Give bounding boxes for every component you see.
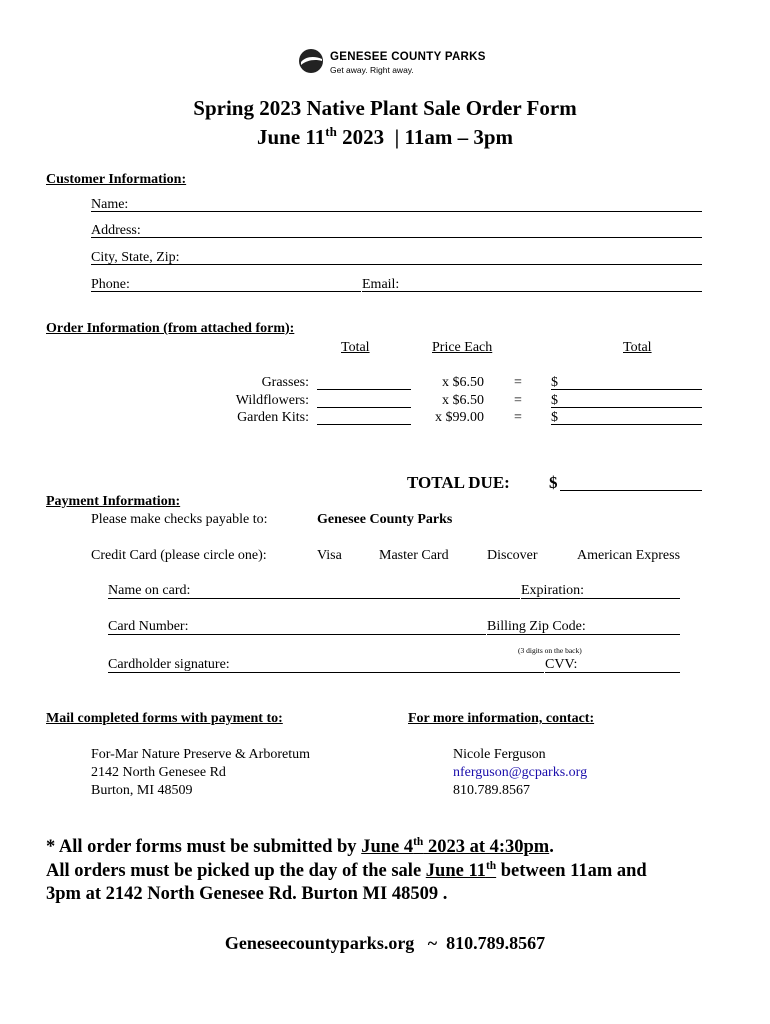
footer-contact: Geneseecountyparks.org ~ 810.789.8567 [224,933,546,953]
wildflowers-total-field[interactable] [551,407,702,408]
wildflowers-qty-field[interactable] [317,407,411,408]
pickup-notice: All orders must be picked up the day of the sale June 11th between 11am and [46,860,647,882]
garden-kits-qty-field[interactable] [317,424,411,425]
name-on-card-field[interactable] [108,598,520,599]
brand-tagline: Get away. Right away. [330,65,414,75]
contact-phone: 810.789.8567 [453,783,530,798]
billing-zip-field[interactable] [487,634,680,635]
address-label: Address: [91,223,141,238]
address-field[interactable] [91,237,702,238]
pickup-location: 3pm at 2142 North Genesee Rd. Burton MI 48509 . [46,884,448,904]
card-option-discover[interactable]: Discover [487,548,538,563]
order-row-dollar: $ [551,375,558,390]
email-label: Email: [362,277,400,292]
phone-field[interactable] [91,291,361,292]
mail-address-line3: Burton, MI 48509 [91,783,193,798]
order-row-dollar: $ [551,410,558,425]
customer-heading: Customer Information: [46,172,187,187]
cvv-field[interactable] [545,672,680,673]
order-row-label: Garden Kits: [237,410,309,425]
order-row-price: x $6.50 [442,393,484,408]
expiration-label: Expiration: [521,583,584,598]
grasses-qty-field[interactable] [317,389,411,390]
cvv-label: CVV: [545,657,578,672]
mail-heading: Mail completed forms with payment to: [46,711,283,726]
order-row-equals: = [514,375,522,390]
contact-name: Nicole Ferguson [453,747,546,762]
cvv-note: (3 digits on the back) [518,646,582,655]
expiration-field[interactable] [521,598,680,599]
name-field[interactable] [91,211,702,212]
card-number-label: Card Number: [108,619,189,634]
name-on-card-label: Name on card: [108,583,191,598]
col-header-total: Total [341,340,370,355]
order-row-price: x $99.00 [435,410,484,425]
mail-address-line1: For-Mar Nature Preserve & Arboretum [91,747,310,762]
card-option-master-card[interactable]: Master Card [379,548,449,563]
signature-field[interactable] [108,672,544,673]
billing-zip-label: Billing Zip Code: [487,619,586,634]
card-option-american-express[interactable]: American Express [577,548,681,563]
contact-email-link[interactable]: nferguson@gcparks.org [453,765,588,780]
card-number-field[interactable] [108,634,486,635]
grasses-total-field[interactable] [551,389,702,390]
total-due-field[interactable] [560,490,702,491]
col-header-total-2: Total [623,340,652,355]
checks-payable-label: Please make checks payable to: [91,512,268,527]
page-subtitle: June 11th 2023 | 11am – 3pm [257,124,513,149]
contact-heading: For more information, contact: [408,711,595,726]
credit-card-label: Credit Card (please circle one): [91,548,267,563]
order-row-label: Grasses: [261,375,309,390]
city-state-zip-field[interactable] [91,264,702,265]
city-state-zip-label: City, State, Zip: [91,250,180,265]
signature-label: Cardholder signature: [108,657,230,672]
order-heading: Order Information (from attached form): [46,321,295,336]
email-field[interactable] [362,291,702,292]
deadline-notice: * All order forms must be submitted by June 4th 2023 at 4:30pm. [46,836,554,858]
card-option-visa[interactable]: Visa [317,548,342,563]
order-row-price: x $6.50 [442,375,484,390]
page-title: Spring 2023 Native Plant Sale Order Form [193,96,577,120]
order-row-equals: = [514,410,522,425]
brand-name: GENESEE COUNTY PARKS [330,51,486,63]
phone-label: Phone: [91,277,130,292]
checks-payee: Genesee County Parks [317,512,453,527]
order-row-dollar: $ [551,393,558,408]
col-header-price-each: Price Each [432,340,493,355]
order-row-equals: = [514,393,522,408]
total-due-dollar: $ [549,473,558,492]
order-row-label: Wildflowers: [235,393,309,408]
garden-kits-total-field[interactable] [551,424,702,425]
mail-address-line2: 2142 North Genesee Rd [91,765,226,780]
total-due-label: TOTAL DUE: [407,473,510,492]
leaf-logo-icon [298,48,324,74]
name-label: Name: [91,197,129,212]
payment-heading: Payment Information: [46,494,181,509]
